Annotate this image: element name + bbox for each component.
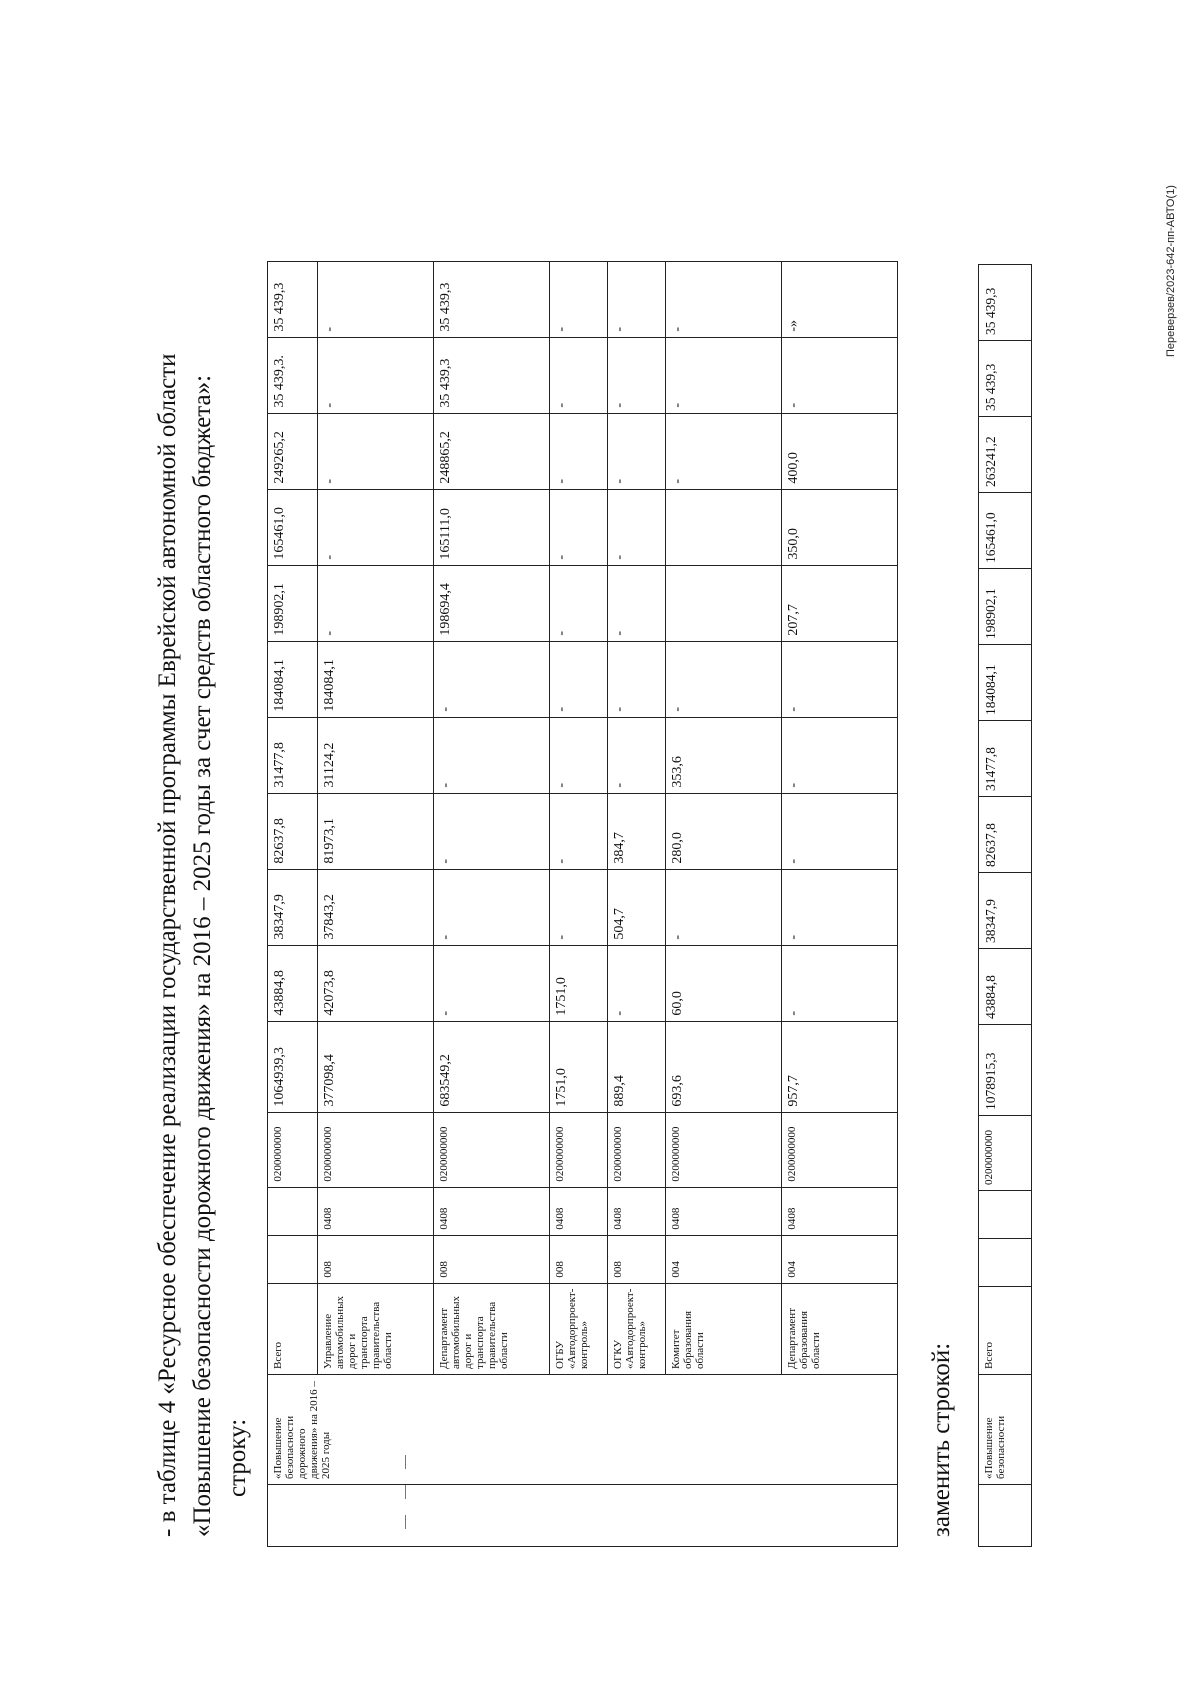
year-cell: 42073,8 — [318, 945, 434, 1021]
intro-line-2: «Повышение безопасности дорожного движения» на 2016 – 2025 годы за счет средств областного бюджета»: — [189, 374, 216, 1537]
year-cell: 1751,0 — [550, 945, 608, 1021]
year-cell: 350,0 — [782, 489, 898, 565]
year-cell: 249265,2 — [268, 413, 318, 489]
table-row — [550, 261, 608, 1546]
year-cell: - — [434, 717, 550, 793]
year-cell: - — [434, 869, 550, 945]
year-cell: 35 439,3 — [979, 341, 1032, 417]
csr-cell: 0200000000 — [550, 1112, 608, 1187]
year-cell — [666, 565, 782, 641]
year-cell: 35 439,3 — [268, 261, 318, 337]
document-footer: Переверзев/2023-642-пп-АВТО(1) — [1165, 185, 1177, 357]
rz-cell: 0408 — [666, 1187, 782, 1235]
total-cell: 1751,0 — [550, 1021, 608, 1112]
table-row — [666, 261, 782, 1546]
executor-cell: Всего — [979, 1287, 1032, 1375]
year-cell: - — [666, 413, 782, 489]
year-cell: - — [782, 869, 898, 945]
year-cell: - — [550, 793, 608, 869]
year-cell — [666, 489, 782, 565]
table-row — [268, 261, 318, 1546]
intro-line-1: - в таблице 4 «Ресурсное обеспечение реализации государственной программы Еврейской автономной области — [154, 353, 181, 1537]
year-cell: 31477,8 — [979, 721, 1032, 797]
year-cell: 38347,9 — [979, 873, 1032, 949]
grbs-cell: 008 — [434, 1235, 550, 1283]
total-cell: 957,7 — [782, 1021, 898, 1112]
year-cell: 165461,0 — [979, 493, 1032, 569]
table-row — [608, 261, 666, 1546]
total-cell: 693,6 — [666, 1021, 782, 1112]
year-cell: - — [318, 489, 434, 565]
year-cell: 353,6 — [666, 717, 782, 793]
year-cell: - — [608, 413, 666, 489]
csr-cell: 0200000000 — [608, 1112, 666, 1187]
year-cell: 35 439,3 — [434, 261, 550, 337]
year-cell: - — [318, 261, 434, 337]
year-cell: 82637,8 — [979, 797, 1032, 873]
year-cell: - — [434, 945, 550, 1021]
year-cell: - — [782, 717, 898, 793]
csr-cell: 0200000000 — [782, 1112, 898, 1187]
year-cell: - — [666, 641, 782, 717]
year-cell: 35 439,3 — [434, 337, 550, 413]
year-cell: 37843,2 — [318, 869, 434, 945]
year-cell: - — [608, 717, 666, 793]
year-cell: - — [550, 489, 608, 565]
blank-cell — [268, 1485, 898, 1547]
year-cell: 31124,2 — [318, 717, 434, 793]
year-cell: - — [608, 565, 666, 641]
executor-cell: Комитет образования области — [666, 1283, 782, 1374]
year-cell: - — [550, 641, 608, 717]
year-cell: - — [550, 869, 608, 945]
intro-text — [150, 117, 255, 1537]
rz-cell — [979, 1191, 1032, 1239]
executor-cell: ОГБУ «Автодорпроект-контроль» — [550, 1283, 608, 1374]
rz-cell: 0408 — [782, 1187, 898, 1235]
rz-cell: 0408 — [608, 1187, 666, 1235]
year-cell: - — [608, 945, 666, 1021]
year-cell: - — [434, 641, 550, 717]
program-name-cell: «Повышение безопасности — [979, 1375, 1032, 1485]
year-cell: 198694,4 — [434, 565, 550, 641]
year-cell: 43884,8 — [268, 945, 318, 1021]
resource-table — [267, 261, 898, 1547]
year-cell: 184084,1 — [268, 641, 318, 717]
year-cell: - — [434, 793, 550, 869]
year-cell: 165111,0 — [434, 489, 550, 565]
year-cell: 384,7 — [608, 793, 666, 869]
grbs-cell: 008 — [318, 1235, 434, 1283]
replace-label: заменить строкой: — [928, 1342, 955, 1537]
table-row — [979, 265, 1032, 1547]
year-cell: - — [318, 413, 434, 489]
csr-cell: 0200000000 — [666, 1112, 782, 1187]
year-cell: - — [550, 565, 608, 641]
year-cell: - — [550, 413, 608, 489]
grbs-cell: 004 — [782, 1235, 898, 1283]
grbs-cell: 008 — [550, 1235, 608, 1283]
table-row — [318, 261, 434, 1546]
year-cell: 35 439,3. — [268, 337, 318, 413]
year-cell: 184084,1 — [318, 641, 434, 717]
year-cell: - — [608, 261, 666, 337]
replacement-table — [978, 264, 1032, 1547]
csr-cell: 0200000000 — [979, 1116, 1032, 1191]
year-cell: - — [318, 337, 434, 413]
year-cell: 263241,2 — [979, 417, 1032, 493]
year-cell: - — [782, 793, 898, 869]
csr-cell: 0200000000 — [268, 1112, 318, 1187]
rz-cell: 0408 — [434, 1187, 550, 1235]
year-cell: - — [550, 717, 608, 793]
year-cell: - — [666, 261, 782, 337]
year-cell: -» — [782, 261, 898, 337]
year-cell: 184084,1 — [979, 645, 1032, 721]
year-cell: - — [608, 641, 666, 717]
year-cell: - — [608, 337, 666, 413]
total-cell: 1078915,3 — [979, 1025, 1032, 1116]
table-row — [434, 261, 550, 1546]
csr-cell: 0200000000 — [318, 1112, 434, 1187]
total-cell: 377098,4 — [318, 1021, 434, 1112]
rz-cell: 0408 — [318, 1187, 434, 1235]
year-cell: 198902,1 — [979, 569, 1032, 645]
total-cell: 683549,2 — [434, 1021, 550, 1112]
table-row — [782, 261, 898, 1546]
year-cell: - — [550, 337, 608, 413]
year-cell: - — [782, 945, 898, 1021]
grbs-cell: 004 — [666, 1235, 782, 1283]
csr-cell: 0200000000 — [434, 1112, 550, 1187]
executor-cell: Всего — [268, 1283, 318, 1374]
year-cell: 400,0 — [782, 413, 898, 489]
grbs-cell: 008 — [608, 1235, 666, 1283]
executor-cell: Управление автомобильных дорог и транспорта правительства области — [318, 1283, 434, 1374]
program-name-cell: «Повышение безопасности дорожного движения» на 2016 – 2025 годы — [268, 1375, 898, 1485]
year-cell: 504,7 — [608, 869, 666, 945]
year-cell: - — [782, 641, 898, 717]
year-cell: 43884,8 — [979, 949, 1032, 1025]
year-cell: 31477,8 — [268, 717, 318, 793]
grbs-cell — [268, 1235, 318, 1283]
total-cell: 889,4 — [608, 1021, 666, 1112]
year-cell: 38347,9 — [268, 869, 318, 945]
rz-cell: 0408 — [550, 1187, 608, 1235]
year-cell: - — [666, 337, 782, 413]
intro-line-3: строку: — [224, 1418, 251, 1497]
blank-cell — [979, 1485, 1032, 1547]
year-cell: - — [782, 337, 898, 413]
year-cell: 82637,8 — [268, 793, 318, 869]
year-cell: - — [550, 261, 608, 337]
rz-cell — [268, 1187, 318, 1235]
year-cell: 207,7 — [782, 565, 898, 641]
executor-cell: ОГКУ «Автодорпроект-контроль» — [608, 1283, 666, 1374]
executor-cell: Департамент образования области — [782, 1283, 898, 1374]
year-cell: 35 439,3 — [979, 265, 1032, 341]
year-cell: 165461,0 — [268, 489, 318, 565]
year-cell: - — [666, 869, 782, 945]
grbs-cell — [979, 1239, 1032, 1287]
year-cell: 198902,1 — [268, 565, 318, 641]
year-cell: - — [608, 489, 666, 565]
year-cell: 60,0 — [666, 945, 782, 1021]
year-cell: - — [318, 565, 434, 641]
total-cell: 1064939,3 — [268, 1021, 318, 1112]
year-cell: 280,0 — [666, 793, 782, 869]
year-cell: 81973,1 — [318, 793, 434, 869]
executor-cell: Департамент автомобильных дорог и транспорта правительства области — [434, 1283, 550, 1374]
year-cell: 248865,2 — [434, 413, 550, 489]
